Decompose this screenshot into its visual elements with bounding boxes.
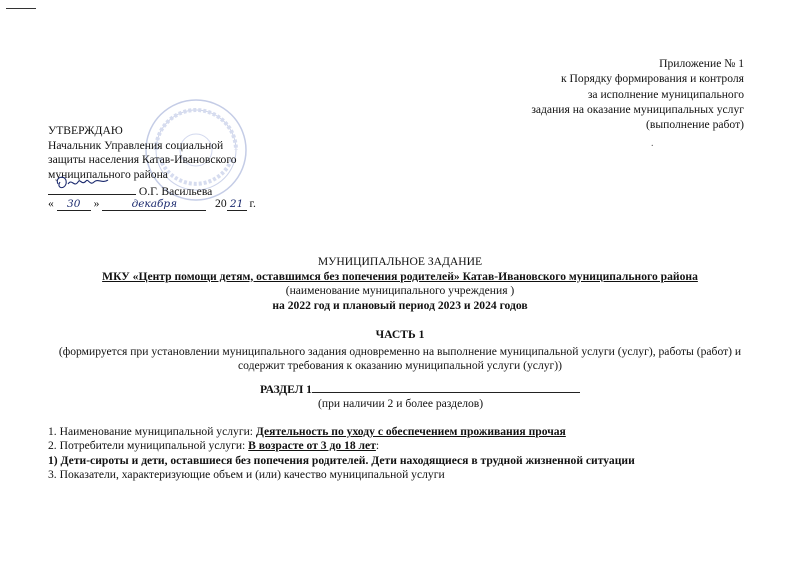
approver-position: Начальник Управления социальной (48, 138, 224, 152)
appendix-line: к Порядку формирования и контроля (561, 72, 744, 86)
date-quote-close: » (93, 197, 100, 210)
approver-name: О.Г. Васильева (138, 185, 213, 198)
consumers-value: В возрасте от 3 до 18 лет (248, 439, 376, 453)
scan-edge-mark (6, 8, 36, 9)
appendix-line: за исполнение муниципального (587, 87, 744, 101)
date-day: 30 (57, 198, 91, 211)
service-name-value: Деятельность по уходу с обеспечением проживания прочая (255, 425, 566, 438)
institution-note: (наименование муниципального учреждения ) (285, 284, 515, 297)
section-note: (при наличии 2 и более разделов) (318, 397, 484, 410)
appendix-line: (выполнение работ) (646, 118, 744, 132)
service-name-label: 1. Наименование муниципальной услуги: (48, 425, 256, 438)
consumers-colon: : (375, 439, 380, 453)
approval-block (48, 124, 256, 212)
section-heading (260, 382, 580, 396)
appendix-line: задания на оказание муниципальных услуг (531, 102, 744, 116)
approval-heading: УТВЕРЖДАЮ (48, 124, 123, 137)
stray-dot: . (651, 138, 654, 149)
planning-period: на 2022 год и плановый период 2023 и 2024 годов (272, 298, 528, 312)
indicators-item: 3. Показатели, характеризующие объем и (или) качество муниципальной услуги (48, 467, 445, 481)
part-block (0, 328, 800, 374)
service-items (48, 425, 768, 482)
service-name-item (48, 425, 768, 439)
approval-date (48, 197, 256, 212)
consumers-item (48, 439, 768, 453)
date-quote-open: « (48, 197, 54, 210)
appendix-header (531, 56, 744, 132)
document-title-block (0, 255, 800, 313)
approver-position: муниципального района (48, 167, 168, 181)
section-fill-line (312, 382, 580, 393)
approver-position: защиты населения Катав-Ивановского (48, 153, 237, 166)
part-heading: ЧАСТЬ 1 (375, 328, 425, 341)
date-year-postfix: г. (246, 197, 256, 210)
consumers-label: 2. Потребители муниципальной услуги: (48, 439, 249, 453)
document-title: МУНИЦИПАЛЬНОЕ ЗАДАНИЕ (317, 255, 483, 268)
part-note: (формируется при установлении муниципального задания одновременно на выполнение муниципальной услуги (услуг), работы (работ) и содержит требования к оказанию муниципальной услуги (услуг)) (58, 344, 742, 372)
appendix-line: Приложение № 1 (659, 57, 744, 70)
handwritten-signature (52, 172, 112, 194)
date-month: декабря (102, 198, 206, 211)
date-year-suffix: 21 (227, 198, 247, 211)
institution-name: МКУ «Центр помощи детям, оставшимся без попечения родителей» Катав-Ивановского муниципального района (102, 269, 698, 283)
section-label: РАЗДЕЛ 1 (260, 383, 312, 396)
consumers-detail: 1) Дети-сироты и дети, оставшиеся без попечения родителей. Дети находящиеся в трудной жизненной ситуации (48, 453, 635, 467)
date-year-prefix: 20 (215, 197, 227, 210)
